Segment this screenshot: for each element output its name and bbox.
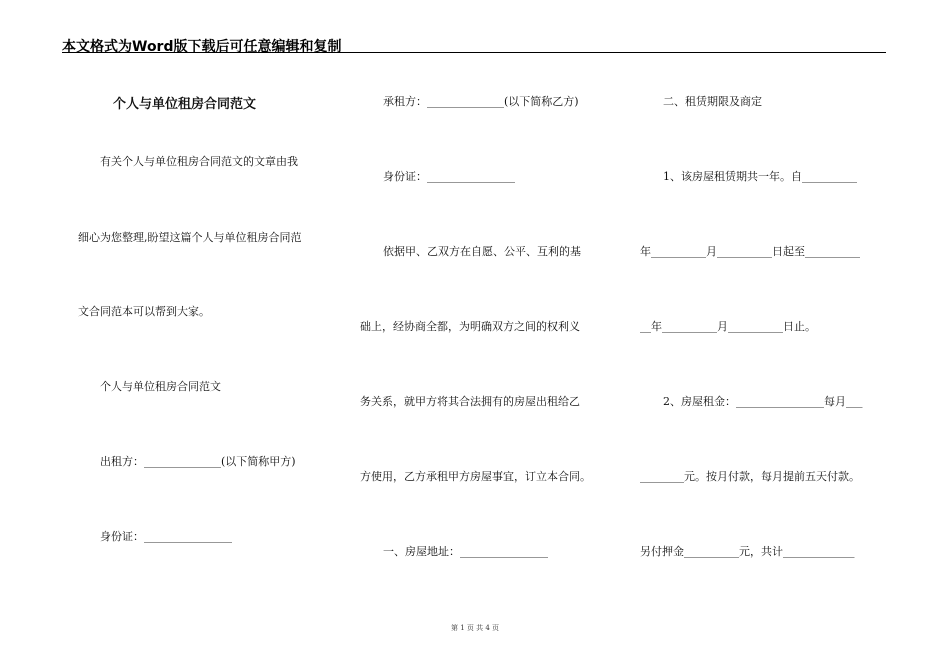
paragraph-line-2: 础上，经协商全都，为明确双方之间的权利义 bbox=[360, 320, 580, 333]
paragraph-line-3: 务关系，就甲方将其合法拥有的房屋出租给乙 bbox=[360, 395, 580, 408]
term-line-3: __年__________月__________日止。 bbox=[640, 320, 816, 333]
term-line-2: 年__________月__________日起至__________ bbox=[640, 245, 860, 258]
intro-line-3: 文合同范本可以帮到大家。 bbox=[78, 305, 210, 318]
document-title: 个人与单位租房合同范文 bbox=[113, 97, 257, 112]
rent-line-2: ________元。按月付款，每月提前五天付款。 bbox=[640, 470, 860, 483]
deposit-line: 另付押金__________元，共计_____________ bbox=[640, 545, 855, 558]
rent-line-1: 2、房屋租金：________________每月___ bbox=[663, 395, 863, 408]
lessee-line: 承租方：______________(以下简称乙方) bbox=[383, 95, 579, 108]
lessor-id-line: 身份证：________________ bbox=[100, 530, 232, 543]
address-line: 一、房屋地址：________________ bbox=[383, 545, 548, 558]
term-line-1: 1、该房屋租赁期共一年。自__________ bbox=[663, 170, 857, 183]
intro-line-2: 细心为您整理,盼望这篇个人与单位租房合同范 bbox=[78, 231, 302, 244]
subtitle: 个人与单位租房合同范文 bbox=[100, 380, 221, 393]
intro-line-1: 有关个人与单位租房合同范文的文章由我 bbox=[100, 155, 298, 168]
section-2-heading: 二、租赁期限及商定 bbox=[663, 95, 762, 108]
lessor-line: 出租方：______________(以下简称甲方) bbox=[100, 455, 296, 468]
header-divider bbox=[62, 52, 886, 53]
paragraph-line-4: 方使用，乙方承租甲方房屋事宜，订立本合同。 bbox=[360, 470, 591, 483]
format-banner: 本文格式为Word版下载后可任意编辑和复制 bbox=[62, 39, 342, 55]
page-number: 第 1 页 共 4 页 bbox=[450, 624, 500, 632]
paragraph-line-1: 依据甲、乙双方在自愿、公平、互利的基 bbox=[383, 245, 581, 258]
lessee-id-line: 身份证：________________ bbox=[383, 170, 515, 183]
